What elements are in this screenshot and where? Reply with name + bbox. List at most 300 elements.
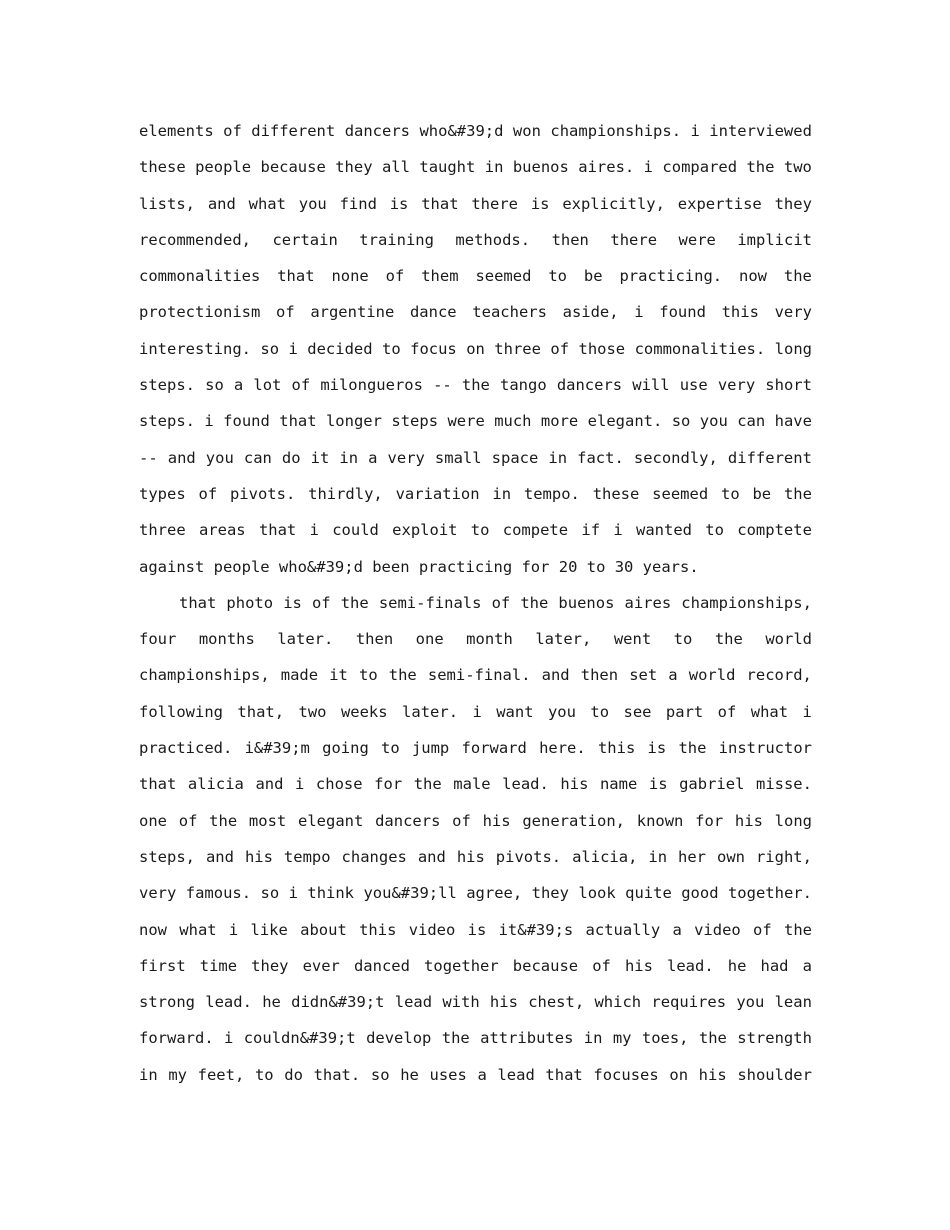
text-line xyxy=(139,875,812,911)
word: i xyxy=(295,775,305,794)
word: my xyxy=(612,1029,632,1048)
word: that xyxy=(139,775,177,794)
word: a xyxy=(672,920,682,939)
word: championships, xyxy=(139,666,270,685)
word: were xyxy=(447,412,485,431)
word: secondly, xyxy=(633,448,718,467)
word: can xyxy=(243,448,272,467)
word: teachers xyxy=(472,303,547,322)
word: recommended, xyxy=(139,230,251,249)
word: i xyxy=(288,884,298,903)
word: the xyxy=(784,920,812,939)
text-line xyxy=(139,113,812,149)
word: compete xyxy=(502,521,569,540)
word: practicing xyxy=(418,557,513,576)
word: steps. xyxy=(139,412,195,431)
word: what xyxy=(750,702,789,721)
document-page xyxy=(139,113,812,1093)
word: toes, xyxy=(641,1029,689,1048)
word: different xyxy=(251,122,336,140)
word: of xyxy=(550,339,570,358)
word: of xyxy=(223,122,242,140)
word: steps. xyxy=(139,376,195,395)
word: and xyxy=(417,847,446,866)
word: because xyxy=(260,158,326,177)
word: been xyxy=(372,557,410,576)
word: implicit xyxy=(737,230,812,249)
word: is xyxy=(530,194,550,213)
word: dancers xyxy=(344,122,411,140)
word: his xyxy=(734,811,763,830)
word: it&#39;s xyxy=(498,920,574,939)
word: on xyxy=(466,339,485,358)
word: that, xyxy=(237,702,285,721)
word: like xyxy=(250,920,288,939)
word: tempo. xyxy=(523,484,580,503)
word: his xyxy=(489,993,518,1012)
word: of xyxy=(717,702,737,721)
word: 30 xyxy=(614,557,634,576)
word: couldn&#39;t xyxy=(243,1029,356,1048)
word: it xyxy=(310,448,330,467)
word: be xyxy=(752,484,772,503)
word: alicia, xyxy=(572,847,638,866)
word: strength xyxy=(737,1029,812,1048)
word: of xyxy=(452,811,471,830)
word: i xyxy=(288,339,298,358)
text-line xyxy=(139,803,812,839)
word: commonalities xyxy=(139,267,261,286)
word: practiced. xyxy=(139,739,233,758)
word: you xyxy=(699,412,728,431)
word: that xyxy=(277,267,315,286)
word: video xyxy=(408,920,456,939)
word: i xyxy=(204,412,214,431)
word: to xyxy=(382,339,401,358)
word: with xyxy=(442,993,480,1012)
word: agree, xyxy=(466,884,523,903)
word: so xyxy=(671,412,691,431)
word: two xyxy=(298,702,327,721)
text-line xyxy=(139,839,812,875)
word: buenos xyxy=(512,158,569,177)
word: what xyxy=(179,920,217,939)
word: types xyxy=(139,484,186,503)
word: this xyxy=(359,920,397,939)
word: months xyxy=(198,630,255,649)
word: these xyxy=(139,158,186,177)
word: tango xyxy=(500,376,547,395)
word: together xyxy=(424,956,499,975)
word: strong xyxy=(139,993,195,1012)
word: lead xyxy=(497,1065,535,1084)
word: feet, xyxy=(197,1065,245,1084)
word: be xyxy=(583,267,603,286)
word: instructor xyxy=(718,739,812,758)
word: longer xyxy=(325,412,382,431)
word: video xyxy=(694,920,741,939)
word: later. xyxy=(277,630,334,649)
word: championships, xyxy=(681,593,812,612)
word: fact. xyxy=(577,448,624,467)
word: male xyxy=(453,775,491,794)
word: i xyxy=(472,702,482,721)
word: in xyxy=(648,847,668,866)
word: none xyxy=(331,267,369,286)
word: who&#39;d xyxy=(278,557,363,576)
word: a xyxy=(233,376,244,395)
word: different xyxy=(727,448,812,467)
word: of xyxy=(491,593,511,612)
word: chest, xyxy=(528,993,585,1012)
word: space xyxy=(491,448,539,467)
text-line xyxy=(139,512,812,548)
word: of xyxy=(198,484,218,503)
word: thirdly, xyxy=(308,484,383,503)
word: that xyxy=(279,412,317,431)
word: so xyxy=(260,339,280,358)
word: dancers xyxy=(375,811,441,830)
word: these xyxy=(592,484,640,503)
word: all xyxy=(381,158,410,177)
word: short xyxy=(765,376,812,395)
word: for xyxy=(374,775,403,794)
word: known xyxy=(636,811,684,830)
word: elegant. xyxy=(587,412,663,431)
word: there xyxy=(610,230,658,249)
word: if xyxy=(581,521,601,540)
word: the xyxy=(783,484,812,503)
word: very xyxy=(139,884,177,903)
word: about xyxy=(300,920,347,939)
text-line xyxy=(139,730,812,766)
word: pivots. xyxy=(495,847,562,866)
word: alicia xyxy=(187,775,244,794)
word: protectionism xyxy=(139,303,261,322)
word: elements xyxy=(139,122,214,140)
text-line xyxy=(139,1020,812,1056)
word: long xyxy=(774,811,812,830)
word: practicing. xyxy=(619,267,723,286)
word: his xyxy=(456,847,485,866)
word: so xyxy=(205,376,224,395)
word: month xyxy=(466,630,513,649)
word: them xyxy=(421,267,459,286)
word: you xyxy=(547,702,576,721)
word: look xyxy=(578,884,616,903)
word: seemed xyxy=(652,484,709,503)
word: certain xyxy=(272,230,338,249)
word: you xyxy=(298,194,327,213)
word: that xyxy=(258,521,297,540)
word: a xyxy=(668,666,678,685)
word: lead. xyxy=(205,993,252,1012)
word: want xyxy=(496,702,534,721)
word: they xyxy=(531,884,569,903)
word: exploit xyxy=(392,521,458,540)
word: 20 xyxy=(558,557,578,576)
word: milongueros xyxy=(320,376,423,395)
word: changes xyxy=(341,847,407,866)
word: steps, xyxy=(139,847,195,866)
word: lists, xyxy=(139,194,195,213)
word: misse. xyxy=(755,775,812,794)
word: lead. xyxy=(502,775,549,794)
text-line xyxy=(139,440,812,476)
word: part xyxy=(665,702,704,721)
word: didn&#39;t xyxy=(291,993,385,1012)
word: explicitly, xyxy=(562,194,665,213)
word: lead. xyxy=(667,956,714,975)
word: do xyxy=(281,448,301,467)
text-line xyxy=(139,549,812,585)
word: in xyxy=(548,448,568,467)
word: forward. xyxy=(139,1029,214,1048)
word: world xyxy=(688,666,736,685)
text-line xyxy=(139,403,812,439)
word: her xyxy=(678,847,707,866)
word: went xyxy=(613,630,652,649)
word: aires xyxy=(624,593,672,612)
word: steps xyxy=(391,412,439,431)
word: famous. xyxy=(185,884,252,903)
word: so xyxy=(260,884,280,903)
word: they xyxy=(774,194,812,213)
word: to xyxy=(590,702,610,721)
word: shoulder xyxy=(737,1065,812,1084)
word: found xyxy=(659,303,706,322)
word: attributes xyxy=(480,1029,574,1048)
word: actually xyxy=(585,920,661,939)
word: could xyxy=(332,521,379,540)
word: the xyxy=(388,666,417,685)
word: training xyxy=(359,230,434,249)
word: one xyxy=(139,811,167,830)
word: in xyxy=(484,158,504,177)
text-line xyxy=(139,149,812,185)
word: his xyxy=(244,847,273,866)
word: and xyxy=(207,194,236,213)
word: record, xyxy=(746,666,812,685)
word: people xyxy=(195,158,252,177)
word: of xyxy=(385,267,405,286)
word: can xyxy=(737,412,766,431)
word: they xyxy=(251,956,289,975)
word: the xyxy=(340,593,369,612)
word: is xyxy=(467,920,487,939)
word: very xyxy=(774,303,812,322)
word: i xyxy=(643,158,653,177)
word: lot xyxy=(253,376,282,395)
text-line xyxy=(139,186,812,222)
word: going xyxy=(322,739,369,758)
word: forward xyxy=(461,739,527,758)
word: to xyxy=(586,557,606,576)
word: the xyxy=(441,1029,470,1048)
word: on xyxy=(669,1065,689,1084)
word: that xyxy=(545,1065,583,1084)
word: dancers xyxy=(556,376,623,395)
word: photo xyxy=(226,593,274,612)
word: i xyxy=(224,1029,234,1048)
word: focus xyxy=(410,339,457,358)
word: he xyxy=(400,1065,419,1084)
word: the xyxy=(209,811,238,830)
word: this xyxy=(721,303,759,322)
word: made xyxy=(280,666,319,685)
word: -- xyxy=(433,376,452,395)
word: it xyxy=(329,666,348,685)
word: is xyxy=(648,775,668,794)
word: in xyxy=(583,1029,603,1048)
word: of xyxy=(178,811,198,830)
word: much xyxy=(494,412,532,431)
word: lean xyxy=(774,993,812,1012)
word: that xyxy=(179,593,217,612)
word: aires. xyxy=(578,158,635,177)
word: three xyxy=(139,521,186,540)
word: weeks xyxy=(340,702,388,721)
word: small xyxy=(434,448,482,467)
word: and xyxy=(541,666,570,685)
word: years. xyxy=(642,557,699,576)
word: areas xyxy=(198,521,246,540)
word: my xyxy=(168,1065,187,1084)
text-line xyxy=(139,984,812,1020)
word: one xyxy=(415,630,444,649)
word: then xyxy=(580,666,619,685)
word: think xyxy=(307,884,355,903)
word: chose xyxy=(315,775,363,794)
word: of xyxy=(592,956,611,975)
text-line xyxy=(139,367,812,403)
word: the xyxy=(746,158,775,177)
word: seemed xyxy=(475,267,532,286)
word: a xyxy=(368,448,378,467)
word: time xyxy=(199,956,238,975)
word: to xyxy=(720,484,740,503)
word: will xyxy=(632,376,670,395)
word: in xyxy=(339,448,359,467)
word: to xyxy=(358,666,378,685)
word: what xyxy=(248,194,286,213)
word: is xyxy=(283,593,302,612)
word: in xyxy=(139,1065,158,1084)
text-line xyxy=(139,222,812,258)
word: compared xyxy=(662,158,738,177)
word: then xyxy=(355,630,394,649)
word: he xyxy=(262,993,281,1012)
paragraph xyxy=(139,585,812,1093)
word: his xyxy=(698,1065,727,1084)
word: the xyxy=(520,593,549,612)
word: world xyxy=(765,630,812,649)
word: argentine xyxy=(310,303,395,322)
text-line xyxy=(139,585,812,621)
word: he xyxy=(727,956,747,975)
word: now xyxy=(139,920,167,939)
word: uses xyxy=(429,1065,467,1084)
word: against xyxy=(139,557,205,576)
word: generation, xyxy=(522,811,625,830)
word: of xyxy=(291,376,311,395)
paragraph xyxy=(139,113,812,585)
word: to xyxy=(381,739,400,758)
word: see xyxy=(623,702,652,721)
word: dance xyxy=(409,303,457,322)
word: his xyxy=(560,775,589,794)
text-line xyxy=(139,766,812,802)
word: the xyxy=(783,267,812,286)
word: very xyxy=(717,376,756,395)
word: -- xyxy=(139,448,158,467)
word: two xyxy=(783,158,812,177)
word: of xyxy=(753,920,772,939)
word: decided xyxy=(307,339,373,358)
word: they xyxy=(335,158,373,177)
word: good xyxy=(681,884,719,903)
word: long xyxy=(774,339,812,358)
word: to xyxy=(705,521,724,540)
word: taught xyxy=(419,158,476,177)
word: for xyxy=(521,557,550,576)
word: to xyxy=(470,521,490,540)
word: that xyxy=(421,194,459,213)
word: three xyxy=(494,339,541,358)
word: more xyxy=(540,412,579,431)
word: a xyxy=(477,1065,487,1084)
text-line xyxy=(139,258,812,294)
word: to xyxy=(548,267,567,286)
word: lead xyxy=(394,993,433,1012)
word: those xyxy=(578,339,626,358)
text-line xyxy=(139,621,812,657)
word: who&#39;d xyxy=(419,122,504,140)
word: gabriel xyxy=(679,775,745,794)
word: quite xyxy=(625,884,672,903)
word: do xyxy=(284,1065,303,1084)
word: buenos xyxy=(558,593,615,612)
word: i xyxy=(309,521,319,540)
word: people xyxy=(213,557,270,576)
word: the xyxy=(698,1029,727,1048)
word: variation xyxy=(395,484,480,503)
word: most xyxy=(248,811,287,830)
word: semi-final. xyxy=(427,666,531,685)
word: and xyxy=(205,847,234,866)
word: found xyxy=(223,412,270,431)
text-line xyxy=(139,657,812,693)
word: develop xyxy=(366,1029,432,1048)
word: the xyxy=(413,775,442,794)
text-line xyxy=(139,476,812,512)
word: which xyxy=(594,993,642,1012)
word: championships. xyxy=(550,122,682,140)
word: i&#39;m xyxy=(244,739,310,758)
text-line xyxy=(139,1057,812,1093)
word: here. xyxy=(539,739,586,758)
word: elegant xyxy=(298,811,364,830)
word: focuses xyxy=(593,1065,659,1084)
word: set xyxy=(629,666,658,685)
word: is xyxy=(647,739,667,758)
word: jump xyxy=(411,739,450,758)
word: the xyxy=(714,630,743,649)
word: i xyxy=(690,122,700,140)
word: for xyxy=(695,811,724,830)
word: semi-finals xyxy=(378,593,482,612)
word: you xyxy=(205,448,234,467)
